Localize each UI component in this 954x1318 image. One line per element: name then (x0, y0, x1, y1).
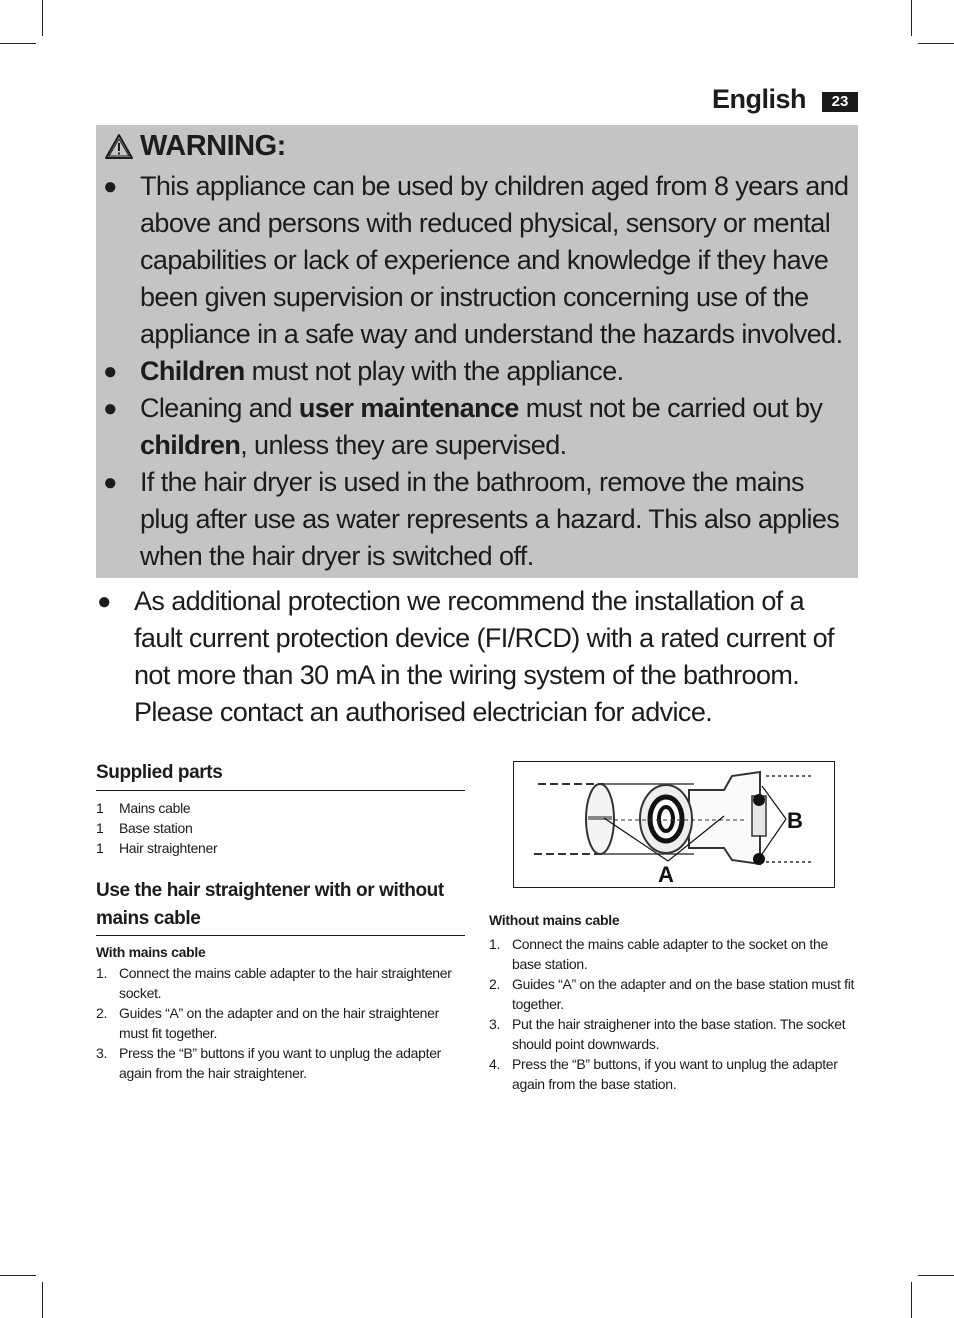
step-text: Press the “B” buttons, if you want to unplug the adapter again from the base station. (512, 1056, 838, 1092)
warning-item (103, 168, 856, 353)
supplied-parts-list (96, 798, 217, 858)
part-quantity: 1 (96, 840, 104, 856)
warning-triangle-icon (104, 133, 134, 160)
step-text: Guides “A” on the adapter and on the base station must fit together. (512, 976, 855, 1012)
warning-title: WARNING: (140, 129, 286, 162)
step-number: 3. (96, 1045, 108, 1061)
step-text: Press the “B” buttons if you want to unplug the adapter again from the hair straightener. (119, 1045, 442, 1081)
step-text: Put the hair straighener into the base station. The socket should point downwards. (512, 1016, 846, 1052)
warning-item (103, 353, 856, 390)
warning-list (103, 168, 856, 575)
bullet: ● (97, 588, 111, 615)
emphasis-text: children (140, 430, 241, 460)
step-item (96, 1003, 466, 1043)
part-name: Hair straightener (119, 840, 218, 856)
without-cable-steps (489, 934, 859, 1094)
crop-mark (911, 0, 912, 36)
part-name: Mains cable (119, 800, 191, 816)
page-language: English (711, 84, 806, 114)
step-number: 2. (96, 1005, 108, 1021)
step-item (489, 974, 859, 1014)
with-cable-heading: With mains cable (96, 944, 206, 960)
page-number: 23 (822, 92, 858, 112)
step-number: 1. (96, 965, 108, 981)
crop-mark (42, 0, 43, 36)
emphasis-text: user maintenance (298, 393, 519, 423)
warning-item (103, 390, 856, 464)
warning-text: Cleaning and (140, 393, 299, 423)
with-cable-steps (96, 963, 466, 1083)
label-b: B (787, 808, 803, 833)
warning-text: must not be carried out by (518, 393, 823, 423)
crop-mark (918, 43, 954, 44)
part-quantity: 1 (96, 800, 104, 816)
additional-protection-text: As additional protection we recommend the installation of a fault current protection device (FI/RCD) with a rated current of not more than 30 mA in the wiring system of the bathroom. Please contact an authorised electrician for advice. (134, 586, 834, 727)
crop-mark (0, 43, 36, 44)
warning-heading (104, 128, 286, 164)
warning-text: must not play with the appliance. (244, 356, 624, 386)
step-text: Connect the mains cable adapter to the hair straightener socket. (119, 965, 452, 1001)
additional-protection-list (97, 583, 850, 731)
step-item (96, 963, 466, 1003)
use-section-heading-line2: mains cable (96, 908, 201, 929)
step-number: 2. (489, 976, 501, 992)
part-name: Base station (119, 820, 193, 836)
without-cable-heading: Without mains cable (489, 912, 620, 928)
step-item (489, 934, 859, 974)
bullet: ● (103, 469, 117, 496)
step-text: Connect the mains cable adapter to the socket on the base station. (512, 936, 828, 972)
step-item (96, 1043, 466, 1083)
list-item (97, 583, 850, 731)
list-item (96, 818, 217, 838)
bullet: ● (103, 358, 117, 385)
bullet: ● (103, 395, 117, 422)
step-number: 1. (489, 936, 501, 952)
emphasis-text: Children (140, 356, 245, 386)
warning-text: This appliance can be used by children aged from 8 years and above and persons with reduced physical, sensory or mental capabilities or lack of experience and knowledge if they have been given supervision or instruction concerning use of the appliance in a safe way and understand the hazards involved. (140, 171, 849, 349)
crop-mark (918, 1275, 954, 1276)
step-text: Guides “A” on the adapter and on the hair straightener must fit together. (119, 1005, 440, 1041)
warning-item (103, 464, 856, 575)
step-number: 3. (489, 1016, 501, 1032)
adapter-diagram (513, 761, 835, 888)
adapter-illustration (514, 762, 834, 887)
crop-mark (0, 1275, 36, 1276)
warning-text: If the hair dryer is used in the bathroom, remove the mains plug after use as water represents a hazard. This also applies when the hair dryer is switched off. (140, 467, 840, 571)
crop-mark (911, 1282, 912, 1318)
use-section-heading-line1: Use the hair straightener with or without (96, 880, 444, 901)
divider (96, 790, 465, 791)
bullet: ● (103, 173, 117, 200)
step-item (489, 1014, 859, 1054)
list-item (96, 838, 217, 858)
divider (96, 935, 465, 936)
use-section-heading (96, 877, 466, 933)
label-a: A (658, 862, 674, 887)
warning-text: , unless they are supervised. (240, 430, 567, 460)
part-quantity: 1 (96, 820, 104, 836)
supplied-parts-heading: Supplied parts (96, 762, 223, 783)
step-number: 4. (489, 1056, 501, 1072)
list-item (96, 798, 217, 818)
crop-mark (42, 1282, 43, 1318)
step-item (489, 1054, 859, 1094)
